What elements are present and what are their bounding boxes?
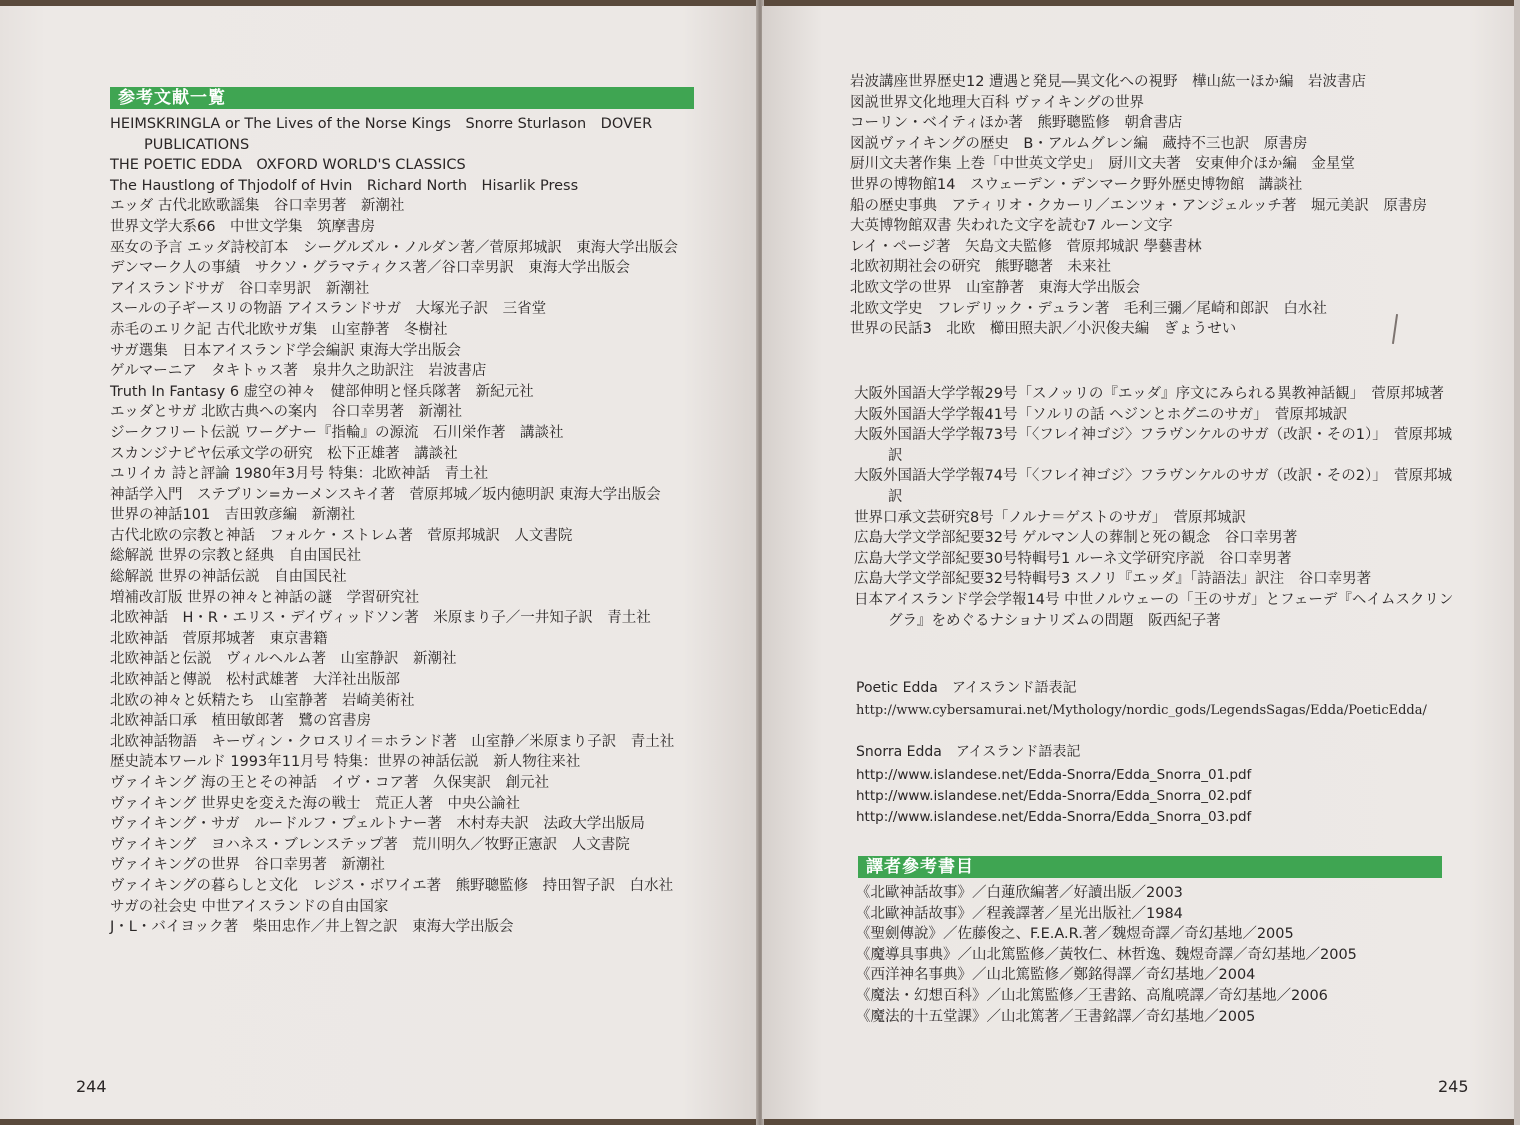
bibliography-entry: 北欧文学史 フレデリック・デュラン著 毛利三彌／尾崎和郎訳 白水社: [850, 300, 1327, 317]
bibliography-entry: 《西洋神名事典》／山北篤監修／鄭銘得譯／奇幻基地／2004: [856, 967, 1256, 984]
bibliography-entry: ヴァイキングの世界 谷口幸男著 新潮社: [110, 857, 385, 874]
bibliography-entry: スールの子ギースリの物語 アイスランドサガ 大塚光子訳 三省堂: [110, 301, 547, 318]
bibliography-entry: 大阪外国語大学学報73号「〈フレイ神ゴジ〉フラヴンケルのサガ（改訳・その1）」 菅原邦城訳: [854, 427, 1452, 464]
bibliography-entry: 大英博物館双書 失われた文字を読む7 ルーン文字: [850, 218, 1173, 235]
bibliography-entry: THE POETIC EDDA OXFORD WORLD'S CLASSICS: [110, 157, 466, 174]
bibliography-entry: The Haustlong of Thjodolf of Hvin Richard North Hisarlik Press: [110, 177, 579, 194]
bibliography-entry: 《魔法・幻想百科》／山北篤監修／王書銘、高胤喨譯／奇幻基地／2006: [856, 987, 1328, 1004]
bibliography-entry: 北欧初期社会の研究 熊野聰著 未来社: [850, 259, 1111, 276]
bibliography-list-left: [110, 114, 700, 938]
bibliography-entry: 北欧の神々と妖精たち 山室静著 岩崎美術社: [110, 692, 415, 709]
bibliography-entry: 広島大学文学部紀要32号 ゲルマン人の葬制と死の観念 谷口幸男著: [854, 530, 1298, 547]
bibliography-entry: 増補改訂版 世界の神々と神話の謎 学習研究社: [110, 589, 420, 606]
bibliography-entry: 大阪外国語大学学報41号「ソルリの話 ヘジンとホグニのサガ」 菅原邦城訳: [854, 406, 1348, 423]
bibliography-entry: 北欧文学の世界 山室静著 東海大学出版会: [850, 279, 1140, 296]
translator-references-heading: 譯者參考書目: [858, 856, 1442, 878]
book-edge: [1514, 0, 1520, 1125]
bibliography-entry: 世界の民話3 北欧 櫛田照夫訳／小沢俊夫編 ぎょうせい: [850, 321, 1237, 338]
bibliography-entry: エッダとサガ 北欧古典への案内 谷口幸男著 新潮社: [110, 404, 463, 421]
bibliography-entry: 総解説 世界の宗教と経典 自由国民社: [110, 548, 362, 565]
bibliography-entry: 《北歐神話故事》／程義譯著／星光出版社／1984: [856, 905, 1183, 922]
page-number-left: 244: [76, 1077, 107, 1096]
bibliography-entry: 北欧神話口承 植田敏郎著 鷺の宮書房: [110, 713, 371, 730]
snorra-edda-link[interactable]: http://www.islandese.net/Edda-Snorra/Edda_Snorra_03.pdf: [856, 809, 1252, 825]
bibliography-entry: 北欧神話と伝説 ヴィルヘルム著 山室静訳 新潮社: [110, 651, 457, 668]
bibliography-entry: 北欧神話 H・R・エリス・デイヴィッドソン著 米原まり子／一井知子訳 青土社: [110, 610, 651, 627]
left-page: [0, 6, 758, 1119]
bibliography-entry: 世界の神話101 吉田敦彦編 新潮社: [110, 507, 356, 524]
snorra-edda-link[interactable]: http://www.islandese.net/Edda-Snorra/Edda_Snorra_02.pdf: [856, 788, 1252, 804]
bibliography-entry: サガの社会史 中世アイスランドの自由国家: [110, 898, 389, 915]
bibliography-entry: ジークフリート伝説 ワーグナー『指輪』の源流 石川栄作著 講談社: [110, 424, 564, 441]
bibliography-entry: 大阪外国語大学学報29号「スノッリの『エッダ』序文にみられる異教神話観」 菅原邦城著: [854, 386, 1444, 402]
bibliography-entry: 世界口承文芸研究8号「ノルナ＝ゲストのサガ」 菅原邦城訳: [854, 509, 1247, 526]
bibliography-entry: アイスランドサガ 谷口幸男訳 新潮社: [110, 280, 370, 297]
bibliography-entry: 《魔導具事典》／山北篤監修／黃牧仁、林哲逸、魏煜奇譯／奇幻基地／2005: [856, 946, 1357, 963]
bibliography-entry: レイ・ページ著 矢島文夫監修 菅原邦城訳 學藝書林: [850, 238, 1202, 255]
bibliography-entry: 《北歐神話故事》／白蓮欣編著／好讀出版／2003: [856, 885, 1183, 901]
bibliography-entry: デンマーク人の事績 サクソ・グラマティクス著／谷口幸男訳 東海大学出版会: [110, 260, 630, 277]
bibliography-entry: ゲルマーニア タキトゥス著 泉井久之助訳注 岩波書店: [110, 363, 487, 380]
bibliography-entry: 神話学入門 ステブリン=カーメンスキイ著 菅原邦城／坂内徳明訳 東海大学出版会: [110, 486, 661, 503]
bibliography-entry: 北欧神話と傳説 松村武雄著 大洋社出版部: [110, 672, 400, 689]
poetic-edda-label: Poetic Edda アイスランド語表記: [856, 680, 1077, 696]
bibliography-entry: 総解説 世界の神話伝説 自由国民社: [110, 569, 347, 586]
bibliography-entry: 古代北欧の宗教と神話 フォルケ・ストレム著 菅原邦城訳 人文書院: [110, 527, 573, 544]
bibliography-entry: ユリイカ 詩と評論 1980年3月号 特集：北欧神話 青土社: [110, 466, 489, 483]
bibliography-entry: 北欧神話物語 キーヴィン・クロスリイ＝ホランド著 山室静／米原まり子訳 青土社: [110, 733, 675, 750]
journal-list: [854, 384, 1454, 631]
bibliography-entry: 厨川文夫著作集 上巻「中世英文学史」 厨川文夫著 安東伸介ほか編 金星堂: [850, 156, 1355, 173]
bibliography-entry: J・L・バイヨック著 柴田忠作／井上智之訳 東海大学出版会: [110, 919, 514, 936]
bibliography-entry: 《聖劍傳說》／佐藤俊之、F.E.A.R.著／魏煜奇譯／奇幻基地／2005: [856, 926, 1294, 943]
bibliography-entry: 広島大学文学部紀要30号特輯号1 ルーネ文学研究序説 谷口幸男著: [854, 550, 1292, 567]
bibliography-entry: スカンジナビヤ伝承文学の研究 松下正雄著 講談社: [110, 445, 458, 462]
bibliography-entry: エッダ 古代北欧歌謡集 谷口幸男著 新潮社: [110, 198, 405, 215]
bibliography-entry: ヴァイキング 世界史を変えた海の戦士 荒正人著 中央公論社: [110, 795, 521, 812]
bibliography-entry: ヴァイキング・サガ ルードルフ・プェルトナー著 木村寿夫訳 法政大学出版局: [110, 816, 645, 833]
snorra-edda-link[interactable]: http://www.islandese.net/Edda-Snorra/Edda_Snorra_01.pdf: [856, 767, 1252, 783]
bibliography-entry: 《魔法的十五堂課》／山北篤著／王書銘譯／奇幻基地／2005: [856, 1008, 1256, 1025]
page-number-right: 245: [1438, 1077, 1469, 1096]
bibliography-entry: HEIMSKRINGLA or The Lives of the Norse Kings Snorre Sturlason DOVER PUBLICATIONS: [110, 116, 657, 153]
bibliography-entry: Truth In Fantasy 6 虚空の神々 健部伸明と怪兵隊著 新紀元社: [110, 383, 534, 400]
bibliography-entry: 大阪外国語大学学報74号「〈フレイ神ゴジ〉フラヴンケルのサガ（改訳・その2）」 菅原邦城訳: [854, 468, 1452, 505]
bibliography-entry: 赤毛のエリク記 古代北欧サガ集 山室静著 冬樹社: [110, 321, 448, 338]
bibliography-entry: サガ選集 日本アイスランド学会編訳 東海大学出版会: [110, 342, 461, 359]
bibliography-entry: コーリン・ベイティほか著 熊野聰監修 朝倉書店: [850, 115, 1183, 132]
poetic-edda-link[interactable]: http://www.cybersamurai.net/Mythology/nordic_gods/LegendsSagas/Edda/PoeticEdda/: [856, 703, 1427, 718]
bibliography-entry: 世界の博物館14 スウェーデン・デンマーク野外歴史博物館 講談社: [850, 176, 1303, 193]
web-sources: [856, 678, 1476, 828]
bibliography-entry: 巫女の予言 エッダ詩校訂本 シーグルズル・ノルダン著／菅原邦城訳 東海大学出版会: [110, 239, 678, 256]
snorra-edda-label: Snorra Edda アイスランド語表記: [856, 744, 1081, 760]
bibliography-entry: ヴァイキング ヨハネス・ブレンステップ著 荒川明久／牧野正憲訳 人文書院: [110, 836, 630, 853]
bibliography-entry: 世界文学大系66 中世文学集 筑摩書房: [110, 218, 375, 235]
bibliography-entry: 北欧神話 菅原邦城著 東京書籍: [110, 630, 328, 647]
bibliography-entry: 広島大学文学部紀要32号特輯号3 スノリ『エッダ』「詩語法」訳注 谷口幸男著: [854, 571, 1372, 588]
bibliography-entry: ヴァイキングの暮らしと文化 レジス・ボワイエ著 熊野聰監修 持田智子訳 白水社: [110, 877, 674, 894]
bibliography-list-right: [850, 72, 1450, 340]
bibliography-entry: 歴史読本ワールド 1993年11月号 特集：世界の神話伝説 新人物往来社: [110, 754, 581, 771]
bibliography-entry: 岩波講座世界歴史12 遭遇と発見―異文化への視野 樺山紘一ほか編 岩波書店: [850, 74, 1367, 90]
bibliography-entry: 図説世界文化地理大百科 ヴァイキングの世界: [850, 94, 1145, 111]
bibliography-heading: 参考文献一覧: [110, 87, 694, 109]
bibliography-entry: 船の歴史事典 アティリオ・クカーリ／エンツォ・アンジェルッチ著 堀元美訳 原書房: [850, 197, 1427, 214]
bibliography-entry: ヴァイキング 海の王とその神話 イヴ・コア著 久保実訳 創元社: [110, 775, 550, 791]
bibliography-entry: 日本アイスランド学会学報14号 中世ノルウェーの「王のサガ」とフェーデ『ヘイムスクリングラ』をめぐるナショナリズムの問題 阪西紀子著: [854, 591, 1454, 629]
bibliography-entry: 図説ヴァイキングの歴史 B・アルムグレン編 蔵持不三也訳 原書房: [850, 135, 1308, 152]
right-page: [762, 6, 1514, 1119]
translator-references-list: [856, 883, 1456, 1027]
